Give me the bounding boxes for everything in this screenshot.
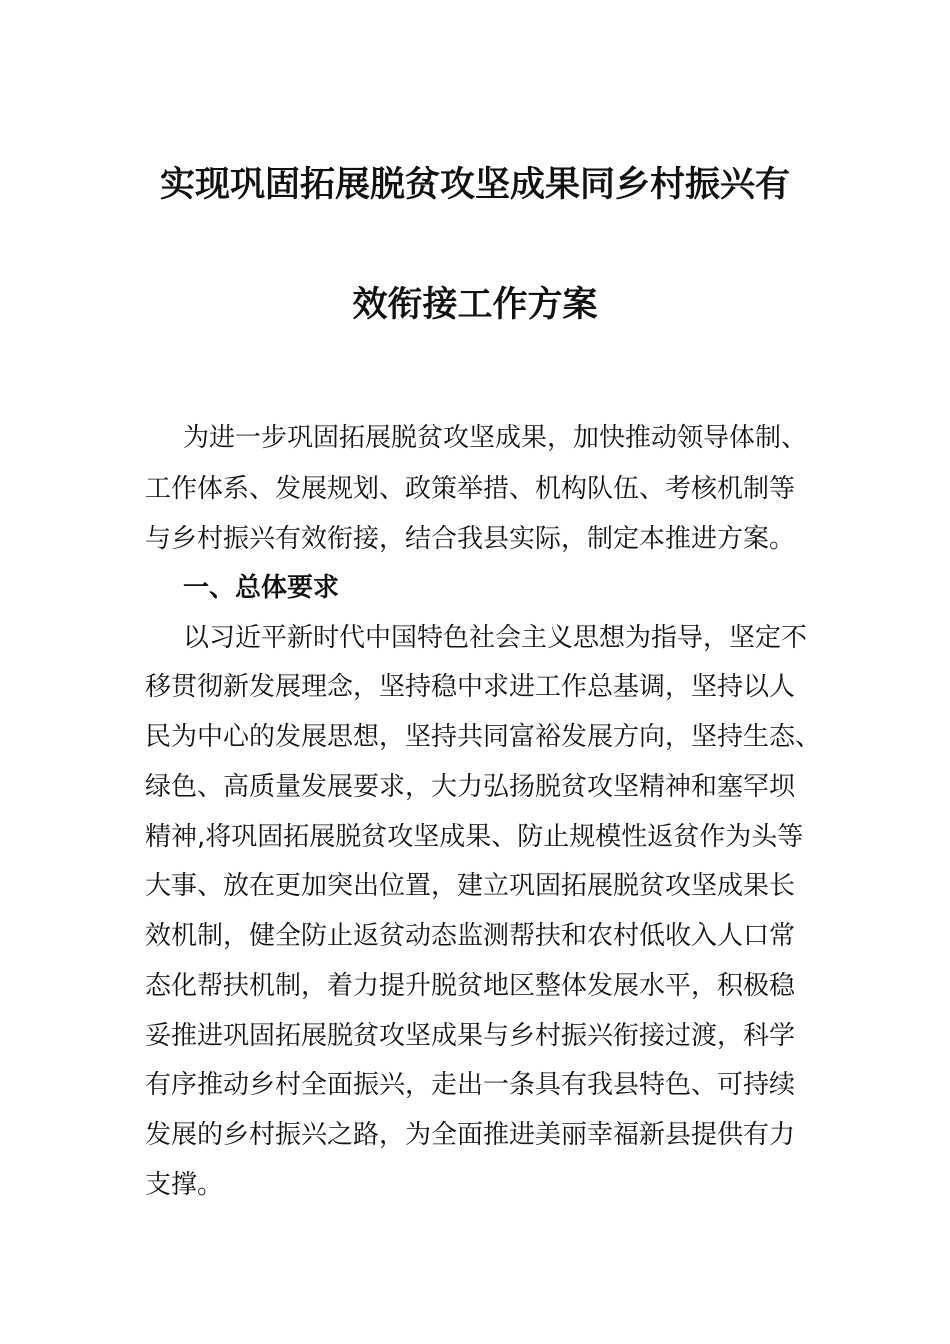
body-line-4: 绿色、高质量发展要求，大力弘扬脱贫攻坚精神和塞罕坝 <box>145 772 796 802</box>
body-line-9: 妥推进巩固拓展脱贫攻坚成果与乡村振兴衔接过渡，科学 <box>145 1021 796 1051</box>
body-line-12: 支撑。 <box>145 1170 224 1200</box>
intro-line-2: 工作体系、发展规划、政策举措、机构队伍、考核机制等 <box>145 474 796 504</box>
body-line-3: 民为中心的发展思想，坚持共同富裕发展方向，坚持生态、 <box>145 722 822 752</box>
body-line-6: 大事、放在更加突出位置，建立巩固拓展脱贫攻坚成果长 <box>145 871 796 901</box>
document-title-line-1: 实现巩固拓展脱贫攻坚成果同乡村振兴有 <box>159 165 790 205</box>
intro-line-3: 与乡村振兴有效衔接，结合我县实际，制定本推进方案。 <box>145 524 796 554</box>
body-line-11: 发展的乡村振兴之路，为全面推进美丽幸福新县提供有力 <box>145 1120 796 1150</box>
body-line-5: 精神,将巩固拓展脱贫攻坚成果、防止规模性返贫作为头等 <box>145 822 804 852</box>
body-line-8: 态化帮扶机制，着力提升脱贫地区整体发展水平，积极稳 <box>145 971 796 1001</box>
body-line-1: 以习近平新时代中国特色社会主义思想为指导，坚定不 <box>183 623 808 653</box>
intro-line-1: 为进一步巩固拓展脱贫攻坚成果，加快推动领导体制、 <box>183 423 808 453</box>
body-line-7: 效机制，健全防止返贫动态监测帮扶和农村低收入人口常 <box>145 921 796 951</box>
document-title-line-2: 效衔接工作方案 <box>352 285 598 325</box>
section-heading: 一、总体要求 <box>183 573 340 603</box>
body-line-10: 有序推动乡村全面振兴，走出一条具有我县特色、可持续 <box>145 1070 796 1100</box>
body-line-2: 移贯彻新发展理念，坚持稳中求进工作总基调，坚持以人 <box>145 672 796 702</box>
